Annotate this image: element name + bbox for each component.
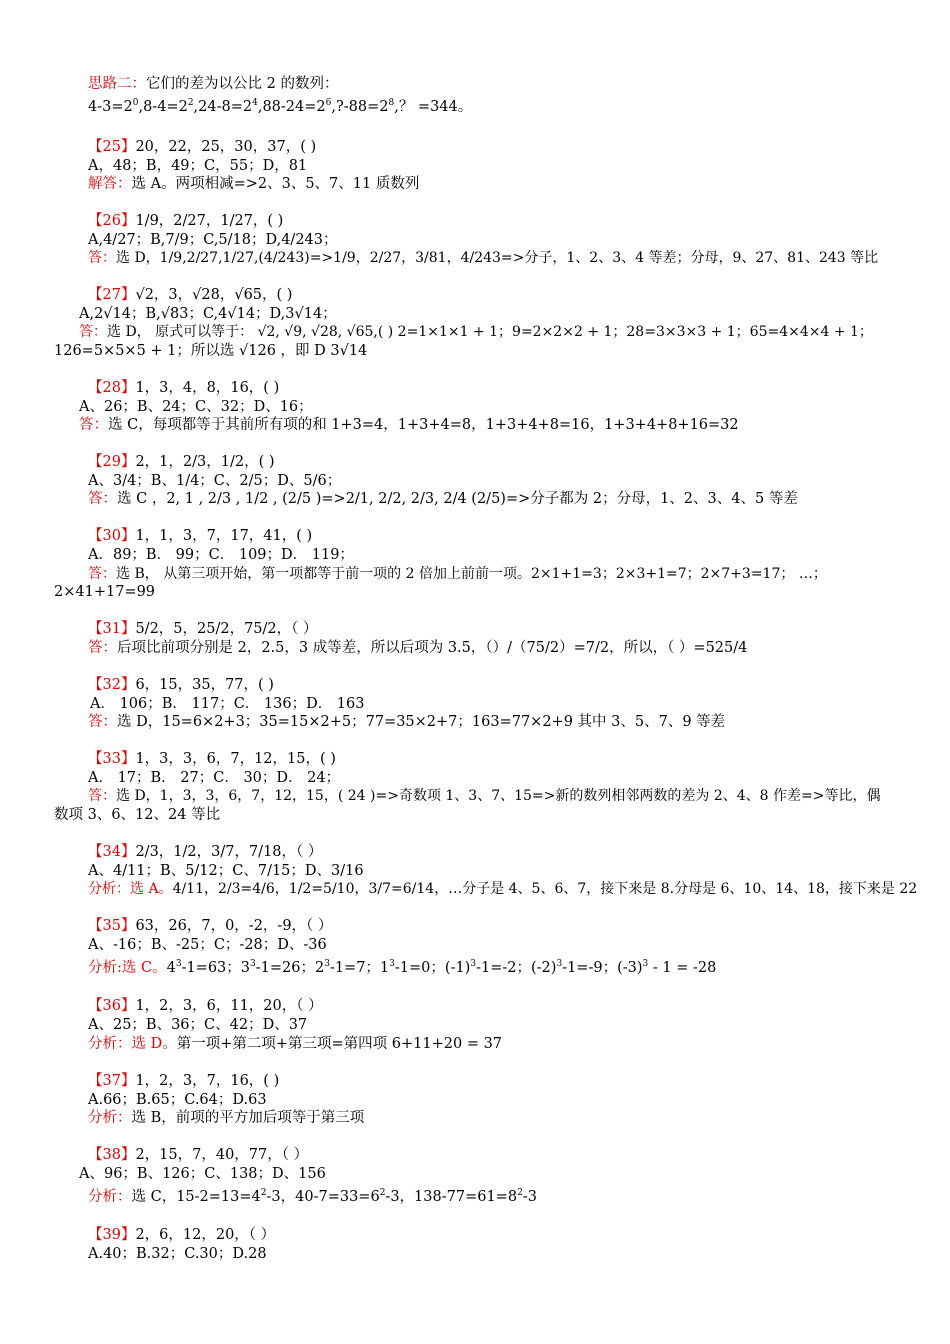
question-number: 【29】 xyxy=(88,454,136,470)
exponent: 3 xyxy=(389,959,395,969)
answer-continuation: 2×41+17=99 xyxy=(54,584,156,600)
question-options: A． 106；B． 117；C． 136；D． 163 xyxy=(90,696,365,712)
question-options: A．89；B． 99；C． 109；D． 119； xyxy=(88,547,354,563)
question-header xyxy=(88,527,312,545)
question-answer xyxy=(88,249,878,267)
answer-text: 选 D，1，3，3，6，7，12，15，( 24 )=>奇数项 1、3、7、15=>新的数列相邻两数的差为 2、4、8 作差=>等比，偶 xyxy=(116,788,881,804)
answer-label: 答： xyxy=(88,714,117,730)
answer-continuation: 数项 3、6、12、24 等比 xyxy=(54,807,221,823)
exponent: 0 xyxy=(132,98,139,108)
question-sequence: 2/3，1/2，3/7，7/18，（ ） xyxy=(135,844,323,860)
question-number: 【25】 xyxy=(88,139,136,155)
question-header xyxy=(88,676,274,694)
question-answer xyxy=(88,1188,537,1206)
question-answer xyxy=(88,565,827,583)
question-header xyxy=(88,1072,279,1090)
question-sequence: 5/2，5，25/2，75/2，（ ） xyxy=(135,621,318,637)
answer-label: 分析：选 D。 xyxy=(88,1036,177,1052)
question-answer xyxy=(88,959,716,977)
answer-label: 答： xyxy=(88,566,116,582)
approach-label: 思路二： xyxy=(88,76,146,92)
question-header xyxy=(88,843,322,861)
question-answer xyxy=(88,1035,502,1053)
question-sequence: 1，1，3，7，17，41，( ) xyxy=(135,528,313,544)
question-header xyxy=(88,212,283,230)
question-answer xyxy=(88,175,419,193)
question-options: A、96；B、126；C、138；D、156 xyxy=(79,1166,326,1182)
question-sequence: 1，2，3，7，16，( ) xyxy=(135,1073,280,1089)
exponent: 2 xyxy=(379,1188,386,1198)
answer-label: 答： xyxy=(79,417,108,433)
answer-text: 选 D，15=6×2+3；35=15×2+5；77=35×2+7；163=77×2+9 其中 3、5、7、9 等差 xyxy=(117,714,726,730)
approach-formula: $4-3=2^0,8-4=2^2,24-8=2^4,88-24=2^6,?-88=2^8$,？ =344。 xyxy=(88,98,473,115)
answer-label: 分析：选 A。 xyxy=(88,881,173,897)
answer-label: 答： xyxy=(79,324,107,340)
exponent: 3 xyxy=(470,959,477,969)
exponent: 3 xyxy=(175,959,182,969)
answer-text: 选 C，每项都等于其前所有项的和 1+3=4，1+3+4=8，1+3+4+8=16，1+3+4+8+16=32 xyxy=(108,417,739,433)
answer-text: 选 C ，2, 1 , 2/3 , 1/2 , (2/5 )=>2/1, 2/2, 2/3, 2/4 (2/5)=>分子都为 2；分母，1、2、3、4、5 等差 xyxy=(117,491,798,507)
answer-text: 选 C，$15-2=13=4^2-3$，$40-7=33=6^2-3$，$138-77=61=8^2-3$ xyxy=(131,1188,537,1205)
exponent: 8 xyxy=(388,98,395,108)
exponent: 4 xyxy=(252,98,258,108)
question-number: 【39】 xyxy=(88,1227,136,1243)
answer-text: 选 B，前项的平方加后项等于第三项 xyxy=(131,1110,365,1126)
question-sequence: 2，6，12，20，（ ） xyxy=(135,1227,276,1243)
question-header xyxy=(88,750,336,768)
question-options: A,2√14；B,√83；C,4√14；D,3√14； xyxy=(79,306,337,322)
question-number: 【31】 xyxy=(88,621,136,637)
question-header xyxy=(88,1226,275,1244)
exponent: 2 xyxy=(187,98,194,108)
question-header xyxy=(88,138,316,156)
question-sequence: 1，3，4，8，16，( ) xyxy=(135,380,280,396)
answer-label: 答： xyxy=(88,788,116,804)
answer-text: 后项比前项分别是 2，2.5，3 成等差，所以后项为 3.5，（）/（75/2）=7/2，所以，（ ）=525/4 xyxy=(117,640,748,656)
question-answer xyxy=(88,1109,364,1127)
question-options: A，48；B，49；C，55；D，81 xyxy=(88,158,308,174)
question-number: 【33】 xyxy=(88,751,136,767)
question-number: 【38】 xyxy=(88,1147,136,1163)
exponent: 3 xyxy=(642,959,649,969)
question-answer xyxy=(88,639,747,657)
question-number: 【28】 xyxy=(88,380,136,396)
answer-label: 解答： xyxy=(88,176,132,192)
answer-label: 答： xyxy=(88,250,116,266)
exponent: 3 xyxy=(250,959,256,969)
question-options: A、4/11；B、5/12；C、7/15；D、3/16 xyxy=(88,863,364,879)
exponent: 2 xyxy=(517,1188,523,1198)
question-sequence: 1，3，3，6，7，12，15，( ) xyxy=(135,751,336,767)
question-sequence: 6，15，35，77，( ) xyxy=(135,677,274,693)
question-sequence: 2，1，2/3，1/2，( ) xyxy=(135,454,275,470)
exponent: 6 xyxy=(325,98,332,108)
answer-text: 选 B， 从第三项开始，第一项都等于前一项的 2 倍加上前前一项。2×1+1=3；2×3+1=7；2×7+3=17； …； xyxy=(116,566,827,582)
question-options: A.66；B.65；C.64；D.63 xyxy=(88,1092,267,1108)
question-number: 【34】 xyxy=(88,844,136,860)
question-number: 【26】 xyxy=(88,213,136,229)
question-number: 【36】 xyxy=(88,998,136,1014)
answer-text: 第一项+第二项+第三项=第四项 6+11+20 = 37 xyxy=(176,1036,503,1052)
answer-text: 选 A。两项相减=>2、3、5、7、11 质数列 xyxy=(131,176,420,192)
answer-text: 选 D，1/9,2/27,1/27,(4/243)=>1/9，2/27，3/81，4/243=>分子，1、2、3、4 等差；分母，9、27、81、243 等比 xyxy=(116,250,879,266)
question-sequence: √2，3，√28，√65，( ) xyxy=(135,287,293,303)
approach-line xyxy=(88,75,338,93)
question-options: A、26；B、24；C、32；D、16； xyxy=(79,399,313,415)
exponent: 3 xyxy=(556,959,563,969)
question-sequence: 63，26，7，0，-2，-9，（ ） xyxy=(135,918,333,934)
question-options: A.40；B.32；C.30；D.28 xyxy=(88,1246,267,1262)
question-header xyxy=(88,379,279,397)
question-answer xyxy=(88,713,725,731)
question-header xyxy=(88,997,323,1015)
question-number: 【32】 xyxy=(88,677,136,693)
question-answer xyxy=(79,416,739,434)
question-options: A、25；B、36；C、42；D、37 xyxy=(88,1017,308,1033)
question-options: A、3/4；B、1/4；C、2/5；D、5/6； xyxy=(88,473,342,489)
answer-text: 选 D， 原式可以等于： √2, √9, √28, √65,( ) 2=1×1×1 + 1；9=2×2×2 + 1；28=3×3×3 + 1；65=4×4×4 + 1； xyxy=(107,324,873,340)
question-answer xyxy=(88,880,917,898)
question-options: A． 17；B． 27；C． 30；D． 24； xyxy=(88,770,341,786)
question-options: A,4/27；B,7/9；C,5/18；D,4/243； xyxy=(88,232,338,248)
question-number: 【30】 xyxy=(88,528,136,544)
question-sequence: 2，15，7，40，77，（ ） xyxy=(135,1147,309,1163)
question-header xyxy=(88,286,292,304)
answer-text: $4^3-1=63$；$3^3-1=26$；$2^3-1=7$；$1^3-1=0$；$(-1)^3-1=-2$；$(-2)^3-1=-9$；$(-3)^3 - 1 = -28$ xyxy=(166,959,717,976)
question-answer xyxy=(79,323,873,341)
question-options: A、-16；B、-25；C；-28；D、-36 xyxy=(88,937,327,953)
question-header xyxy=(88,1146,308,1164)
question-sequence: 1/9，2/27，1/27，( ) xyxy=(135,213,284,229)
question-answer xyxy=(88,490,798,508)
answer-label: 分析:选 C。 xyxy=(88,960,167,976)
answer-label: 答： xyxy=(88,640,117,656)
question-number: 【37】 xyxy=(88,1073,136,1089)
answer-label: 答： xyxy=(88,491,117,507)
question-header xyxy=(88,917,332,935)
exponent: 2 xyxy=(260,1188,267,1198)
question-header xyxy=(88,620,318,638)
answer-label: 分析： xyxy=(88,1110,132,1126)
question-sequence: 1，2，3，6，11，20，（ ） xyxy=(135,998,323,1014)
answer-continuation: 126=5×5×5 + 1；所以选 √126 ，即 D 3√14 xyxy=(54,343,368,359)
question-header xyxy=(88,453,275,471)
answer-text: 4/11，2/3=4/6，1/2=5/10，3/7=6/14，…分子是 4、5、6、7，接下来是 8.分母是 6、10、14、18，接下来是 22 xyxy=(172,881,918,897)
exponent: 3 xyxy=(324,959,330,969)
question-number: 【35】 xyxy=(88,918,136,934)
question-number: 【27】 xyxy=(88,287,136,303)
answer-label: 分析： xyxy=(88,1189,132,1205)
approach-text: 它们的差为以公比 2 的数列： xyxy=(146,76,339,92)
question-sequence: 20，22，25，30，37，( ) xyxy=(135,139,317,155)
question-answer xyxy=(88,787,880,805)
